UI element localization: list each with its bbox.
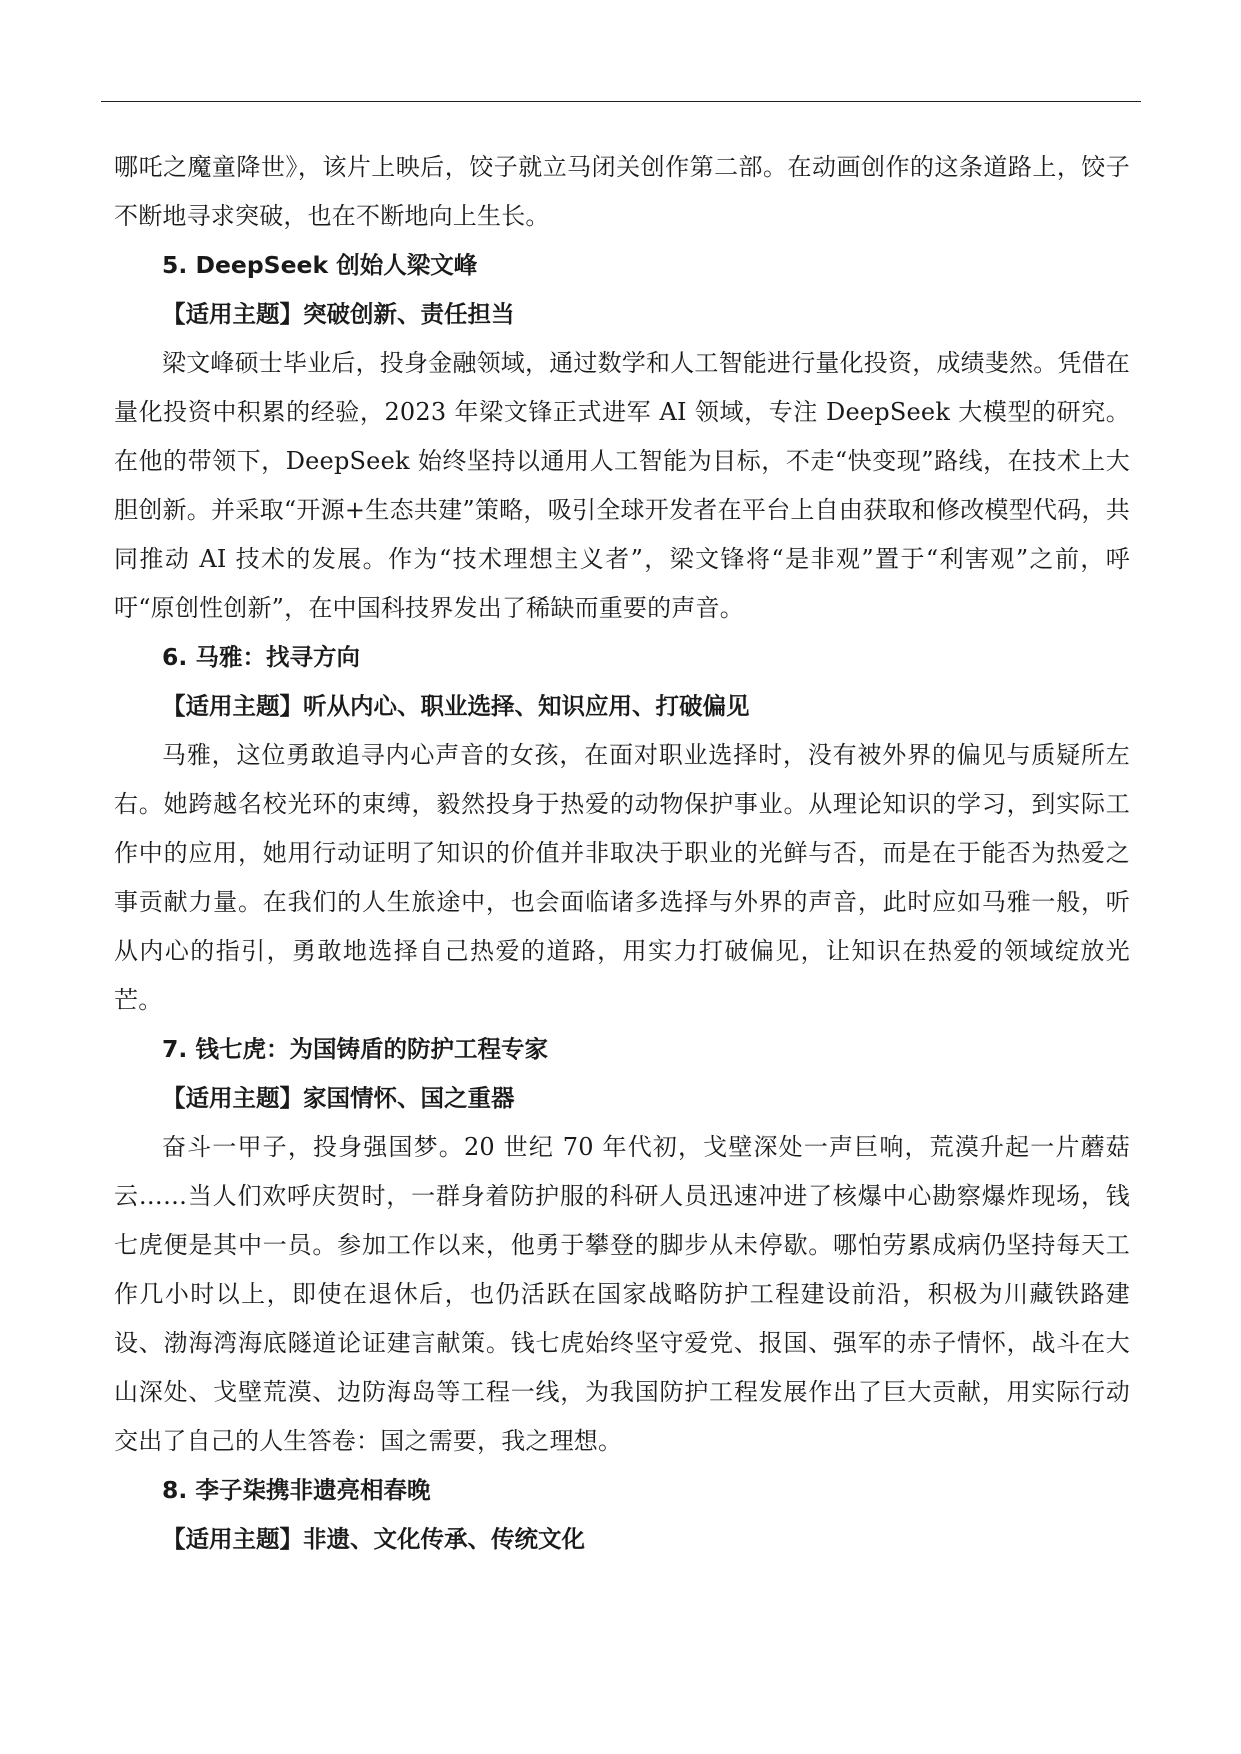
section-paragraph: 梁文峰硕士毕业后，投身金融领域，通过数学和人工智能进行量化投资，成绩斐然。凭借在量化投资中积累的经验，2023 年梁文锋正式进军 AI 领域，专注 DeepSeek 大模型的研究。在他的带领下，DeepSeek 始终坚持以通用人工智能为目标，不走“快变现”路线，在技术上大胆创新。并采取“开源+生态共建”策略，吸引全球开发者在平台上自由获取和修改模型代码，共同推动 AI 技术的发展。作为“技术理想主义者”，梁文锋将“是非观”置于“利害观”之前，呼吁“原创性创新”，在中国科技界发出了稀缺而重要的声音。 (114, 349, 1130, 622)
section-maya (114, 633, 1130, 1025)
section-heading: 5. DeepSeek 创始人梁文峰 (162, 251, 478, 279)
section-theme: 【适用主题】非遗、文化传承、传统文化 (162, 1525, 585, 1553)
section-theme: 【适用主题】家国情怀、国之重器 (162, 1084, 515, 1112)
section-theme: 【适用主题】听从内心、职业选择、知识应用、打破偏见 (162, 692, 750, 720)
section-deepseek (114, 241, 1130, 633)
intro-paragraph: 哪吒之魔童降世》，该片上映后，饺子就立马闭关创作第二部。在动画创作的这条道路上，饺子不断地寻求突破，也在不断地向上生长。 (114, 153, 1130, 230)
section-heading: 7. 钱七虎：为国铸盾的防护工程专家 (162, 1035, 548, 1063)
section-paragraph: 奋斗一甲子，投身强国梦。20 世纪 70 年代初，戈壁深处一声巨响，荒漠升起一片蘑菇云……当人们欢呼庆贺时，一群身着防护服的科研人员迅速冲进了核爆中心勘察爆炸现场，钱七虎便是其中一员。参加工作以来，他勇于攀登的脚步从未停歇。哪怕劳累成病仍坚持每天工作几小时以上，即使在退休后，也仍活跃在国家战略防护工程建设前沿，积极为川藏铁路建设、渤海湾海底隧道论证建言献策。钱七虎始终坚守爱党、报国、强军的赤子情怀，战斗在大山深处、戈壁荒漠、边防海岛等工程一线，为我国防护工程发展作出了巨大贡献，用实际行动交出了自己的人生答卷：国之需要，我之理想。 (114, 1133, 1130, 1455)
section-qian-qihu (114, 1025, 1130, 1466)
section-paragraph: 马雅，这位勇敢追寻内心声音的女孩，在面对职业选择时，没有被外界的偏见与质疑所左右。她跨越名校光环的束缚，毅然投身于热爱的动物保护事业。从理论知识的学习，到实际工作中的应用，她用行动证明了知识的价值并非取决于职业的光鲜与否，而是在于能否为热爱之事贡献力量。在我们的人生旅途中，也会面临诸多选择与外界的声音，此时应如马雅一般，听从内心的指引，勇敢地选择自己热爱的道路，用实力打破偏见，让知识在热爱的领域绽放光芒。 (114, 741, 1130, 1014)
section-heading: 8. 李子柒携非遗亮相春晚 (162, 1476, 431, 1504)
document-body (114, 143, 1130, 1564)
section-heading: 6. 马雅：找寻方向 (162, 643, 360, 671)
section-li-ziqi (114, 1466, 1130, 1564)
header-rule (101, 101, 1141, 102)
section-theme: 【适用主题】突破创新、责任担当 (162, 300, 515, 328)
